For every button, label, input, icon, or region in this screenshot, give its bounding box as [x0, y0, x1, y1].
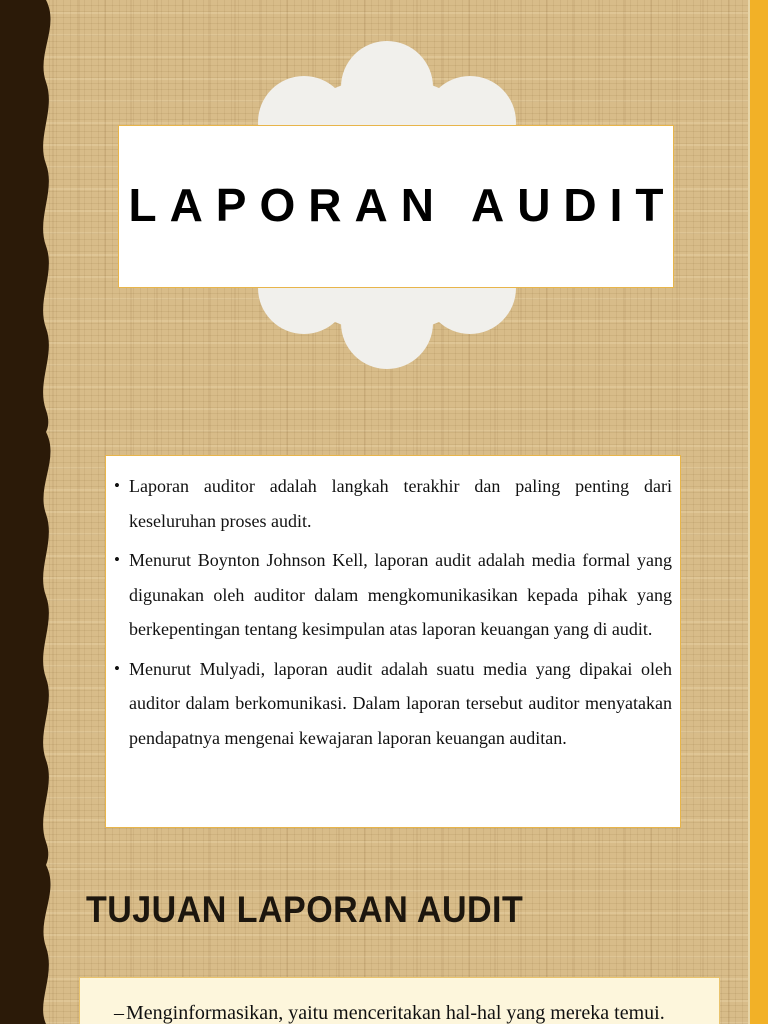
bullet-dot-icon: •: [114, 550, 120, 569]
definitions-box: [105, 455, 681, 828]
bullet-text: Menurut Boynton Johnson Kell, laporan audit adalah media formal yang digunakan oleh auditor dalam mengkomunikasikan kepada pihak yang berkepentingan tentang kesimpulan atas laporan keuangan yang di audit.: [129, 550, 672, 639]
bullet-dot-icon: •: [114, 658, 120, 678]
list-item-text: Menginformasikan, yaitu menceritakan hal-hal yang mereka temui.: [126, 1002, 665, 1024]
right-accent-strip: [750, 432, 768, 865]
slide-objectives: [0, 865, 768, 1024]
slide-title-text: LAPORAN AUDIT: [128, 178, 677, 231]
title-box: [118, 125, 677, 288]
bullet-text: Menurut Mulyadi, laporan audit adalah suatu media yang dipakai oleh auditor dalam berkomunikasi. Dalam laporan tersebut auditor menyatakan pendapatnya mengenai kewajaran laporan keuangan auditan.: [129, 658, 672, 748]
objectives-box: [79, 977, 720, 1024]
dash-icon: –: [114, 1002, 124, 1024]
left-wavy-band: [0, 432, 60, 865]
right-accent-strip: [750, 0, 768, 432]
list-item: [114, 1002, 719, 1024]
bullet-item: [114, 469, 672, 538]
left-wavy-band: [0, 865, 60, 1024]
left-wavy-band: [0, 0, 60, 432]
right-accent-strip: [750, 865, 768, 1024]
bullet-dot-icon: •: [114, 476, 120, 495]
section-title: TUJUAN LAPORAN AUDIT: [86, 889, 524, 930]
bullet-item: [114, 543, 672, 647]
bullet-text: Laporan auditor adalah langkah terakhir dan paling penting dari keseluruhan proses audit.: [129, 476, 672, 531]
bullet-item: [114, 652, 672, 756]
slide-title: [0, 0, 768, 432]
slide-definitions: [0, 432, 768, 865]
